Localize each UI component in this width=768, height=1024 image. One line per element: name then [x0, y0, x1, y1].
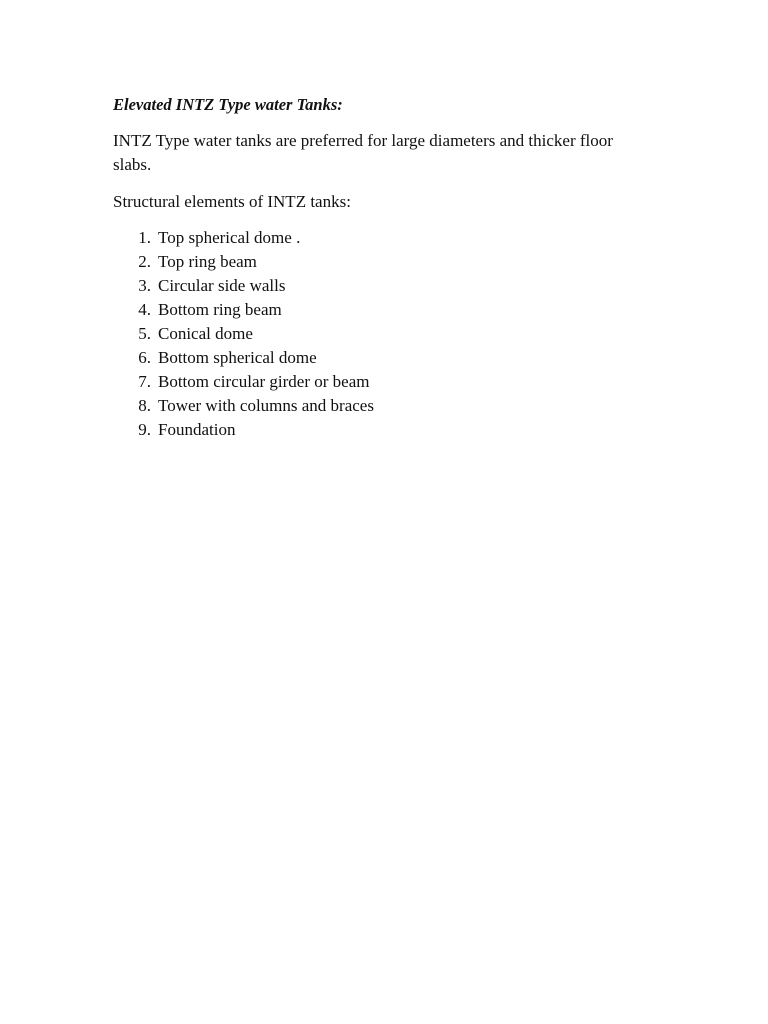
intro-line: slabs.: [113, 155, 152, 174]
list-item: [113, 250, 374, 274]
list-text: Conical dome: [158, 324, 253, 343]
list-item: [113, 394, 374, 418]
list-item: [113, 322, 374, 346]
list-item: [113, 298, 374, 322]
list-number: 6.: [138, 348, 151, 367]
list-number: 3.: [138, 276, 151, 295]
list-text: Tower with columns and braces: [158, 396, 374, 415]
list-text: Foundation: [158, 420, 236, 439]
list-text: Bottom spherical dome: [158, 348, 317, 367]
list-number: 9.: [138, 420, 151, 439]
structural-elements-list: [113, 226, 374, 442]
intro-line: INTZ Type water tanks are preferred for large diameters and thicker floor: [113, 131, 613, 150]
list-number: 8.: [138, 396, 151, 415]
list-number: 1.: [138, 228, 151, 247]
list-number: 5.: [138, 324, 151, 343]
list-number: 7.: [138, 372, 151, 391]
list-item: [113, 226, 374, 250]
list-item: [113, 370, 374, 394]
list-item: [113, 274, 374, 298]
structural-elements-heading: Structural elements of INTZ tanks:: [113, 192, 351, 211]
list-text: Circular side walls: [158, 276, 286, 295]
intro-paragraph: [113, 129, 653, 177]
list-text: Bottom circular girder or beam: [158, 372, 370, 391]
list-text: Top ring beam: [158, 252, 257, 271]
list-number: 2.: [138, 252, 151, 271]
list-item: [113, 418, 374, 442]
list-text: Bottom ring beam: [158, 300, 282, 319]
document-title: Elevated INTZ Type water Tanks:: [113, 95, 343, 114]
list-text: Top spherical dome .: [158, 228, 301, 247]
list-item: [113, 346, 374, 370]
list-number: 4.: [138, 300, 151, 319]
